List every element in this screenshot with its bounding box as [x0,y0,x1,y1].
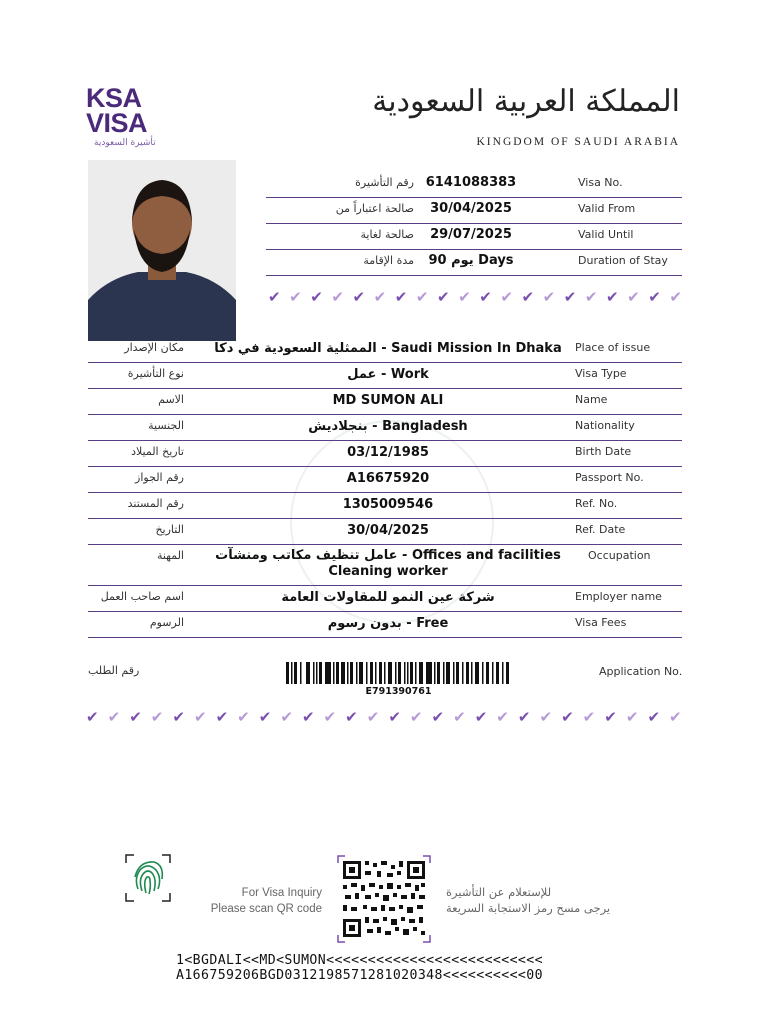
ksa-visa-logo [86,83,166,148]
fingerprint-icon [124,853,172,903]
kingdom-title-arabic: المملكة العربية السعودية [372,84,680,119]
visa-fees-value: بدون رسوم - Free [327,616,449,631]
name-row [88,389,682,415]
duration-label-en: Duration of Stay [578,254,668,267]
birth-date-label-en: Birth Date [575,445,632,458]
passport-label-en: Passport No. [575,471,644,484]
nationality-label-ar: الجنسية [148,419,184,432]
inquiry-en-line1: For Visa Inquiry [241,887,322,899]
machine-readable-zone [176,953,543,983]
ref-no-value: 1305009546 [342,497,434,512]
occupation-row [88,545,682,586]
employer-row [88,586,682,612]
valid-from-value: 30/04/2025 [430,201,512,216]
nationality-value: بنجلاديش - Bangladesh [308,419,468,434]
name-label-en: Name [575,393,608,406]
visa-number-value: 6141088383 [425,175,517,190]
birth-date-row [88,441,682,467]
visa-type-row [88,363,682,389]
visa-type-label-ar: نوع التأشيرة [127,367,184,380]
application-label-en: Application No. [599,665,683,678]
birth-date-value: 03/12/1985 [347,445,429,460]
logo-arabic: تأشيرة السعودية [94,138,156,148]
place-of-issue-row [88,337,682,363]
inquiry-text-ar [446,884,616,916]
duration-value: 90 يوم Days [428,253,514,268]
inquiry-text-en [204,885,322,917]
check-pattern-top: ✔ ✔ ✔ ✔ ✔ ✔ ✔ ✔ ✔ ✔ ✔ ✔ ✔ ✔ ✔ ✔ ✔ ✔ ✔ ✔ [268,288,682,306]
occupation-label-en: Occupation [588,549,651,562]
occupation-value: عامل تنظيف مكاتب ومنشآت - Offices and facilities Cleaning worker [215,548,561,579]
valid-until-label-en: Valid Until [578,228,634,241]
valid-from-label-ar: صالحة اعتباراً من [335,202,414,215]
place-of-issue-label-en: Place of issue [575,341,651,354]
birth-date-label-ar: تاريخ الميلاد [131,445,184,458]
mrz-line-1: 1<BGDALI<<MD<SUMON<<<<<<<<<<<<<<<<<<<<<<<<<< [176,953,543,968]
place-of-issue-value: الممثلية السعودية في دكا - Saudi Mission In Dhaka [214,341,562,356]
valid-until-value: 29/07/2025 [430,227,512,242]
check-pattern-bottom: ✔ ✔ ✔ ✔ ✔ ✔ ✔ ✔ ✔ ✔ ✔ ✔ ✔ ✔ ✔ ✔ ✔ ✔ ✔ ✔ ✔ ✔ ✔ ✔ ✔ ✔ ✔ ✔ [86,708,682,726]
visa-number-label-ar: رقم التأشيرة [355,176,414,189]
employer-label-ar: اسم صاحب العمل [100,590,184,603]
valid-until-label-ar: صالحة لغاية [360,228,414,241]
ref-date-label-ar: التاريخ [155,523,184,536]
name-label-ar: الاسم [158,393,184,406]
ref-no-label-ar: رقم المستند [127,497,184,510]
visa-number-row [266,172,682,198]
ref-date-row [88,519,682,545]
ref-no-row [88,493,682,519]
nationality-row [88,415,682,441]
visa-number-label-en: Visa No. [578,176,623,189]
kingdom-title-english: KINGDOM OF SAUDI ARABIA [476,136,680,148]
application-number: E791390761 [365,686,432,697]
visa-fees-label-en: Visa Fees [575,616,627,629]
valid-from-label-en: Valid From [578,202,636,215]
passport-row [88,467,682,493]
holder-photo [88,160,236,341]
visa-fees-label-ar: الرسوم [149,616,184,629]
employer-label-en: Employer name [575,590,662,603]
ref-date-label-en: Ref. Date [575,523,626,536]
nationality-label-en: Nationality [575,419,635,432]
passport-label-ar: رقم الجواز [135,471,184,484]
application-label-ar: رقم الطلب [88,664,140,677]
valid-until-row [266,224,682,250]
duration-row [266,250,682,276]
name-value: MD SUMON ALI [332,393,444,408]
ref-date-value: 30/04/2025 [347,523,429,538]
mrz-line-2: A166759206BGD0312198571281020348<<<<<<<<<<00 [176,968,543,983]
qr-code[interactable] [337,855,431,943]
visa-type-label-en: Visa Type [575,367,627,380]
application-barcode [286,662,511,684]
logo-line-2: VISA [86,108,148,138]
occupation-label-ar: المهنة [156,549,184,562]
visa-fees-row [88,612,682,638]
logo-line-1: KSA [86,83,142,113]
visa-type-value: عمل - Work [347,367,429,382]
duration-label-ar: مدة الإقامة [363,254,414,267]
valid-from-row [266,198,682,224]
passport-value: A16675920 [346,471,430,486]
ref-no-label-en: Ref. No. [575,497,618,510]
employer-value: شركة عين النمو للمقاولات العامة [281,590,495,605]
inquiry-ar-line2: يرجى مسح رمز الاستجابة السريعة [446,901,611,915]
inquiry-en-line2: Please scan QR code [210,903,322,915]
place-of-issue-label-ar: مكان الإصدار [124,341,184,354]
inquiry-ar-line1: للإستعلام عن التأشيرة [446,885,552,899]
